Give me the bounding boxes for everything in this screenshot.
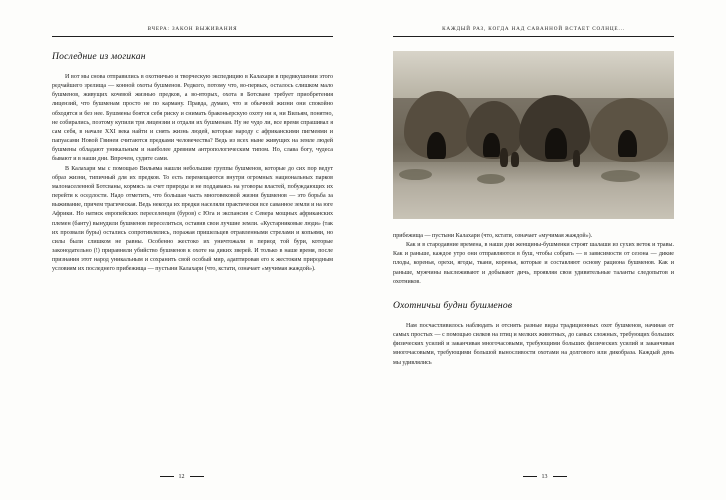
left-paragraph-1: И вот мы снова отправились в охотничью и творческую экспедицию в Калахари в предвкушении этого редчайшего зрелища — конной охоты бушменов. Редкого, потому что, во-первых, осталось слишком мало бушменов, живущих кочевой жизнью предков, а во-вторых, охота в Ботсване требует приобретения лицензий, что бушменам просто не по карману. Правда, думаю, что и обычной жизни они спокойно обходятся и без нее. Бушмены боятся себя риску и снимать браконьерскую охоту ни я, ни Вильям, понятно, не собирались, поэтому купили три лицензии и отдали их бушменам. Ну не чудо ли, все время спрашивал я сам себя, в начале XXI века найти и снять жизнь людей, которые народу с африканскими пигмеями и папуасами Новой Гвинеи считаются предками человечества? Ведь из всех ныне живущих на земле людей бушмены обладают уникальным и наиболее древним антропологическим типом. Но, слава богу, чудеса бывают и в наши дни. Впрочем, судите сами. xyxy=(52,74,333,163)
hut-entrance xyxy=(545,128,567,158)
right-paragraph-1: Как и в стародавние времена, в наши дни женщины-бушменки строят шалаши из сухих веток и травы. Как и раньше, каждое утро они отправляются в буш, чтобы собрать — в зависимости от сезона — дикие плоды, коренья, орехи, ягоды, ткани, коренья, которые и составляют основу рациона бушменов. Как и раньше, мужчины выслеживают и добывают дичь, проявляя свои удивительные таланты следопытов и охотников. xyxy=(393,242,674,285)
left-folio xyxy=(0,474,363,480)
right-page-number: 13 xyxy=(541,473,548,480)
folio-dash-left xyxy=(523,476,537,477)
folio-dash-right xyxy=(553,476,567,477)
right-running-head: КАЖДЫЙ РАЗ, КОГДА НАД САВАННОЙ ВСТАЕТ СОЛНЦЕ... xyxy=(442,26,625,32)
bushmen-village-photo xyxy=(393,51,674,219)
left-text-column xyxy=(52,51,333,274)
right-paragraph-continuation: прибежища — пустыни Калахари (что, кстати, означает «мучимая жаждой»). xyxy=(393,233,593,239)
person-figure xyxy=(573,150,580,167)
left-section-title: Последние из могикан xyxy=(52,51,146,62)
right-section-title: Охотничьи будни бушменов xyxy=(393,299,513,311)
left-paragraph-2: В Калахари мы с помощью Вильяма нашли небольшие группы бушменов, которые до сих пор ведут образ жизни, типичный для их предков. То есть перемещаются внутри огромных национальных парков малонаселенной Ботсваны, кормясь за счет природы и не поддаваясь на уговоры властей, побуждающих их перейти к оседлости. Надо отметить, что большая часть многовековой жизни бушменов — это борьба за выживание, причем трагическая. Ведь некогда их предки населяли практически все саванное земли и на юге Африки. Но натиск европейских переселенцев (буров) с Юга и экспансия с Севера мощных африканских племен (банту) вынудили бушменов переселиться, оставив свои лучшие земли. «Кустарниковые люди» (так их прозвали буры) остались сопротивлялись, поражая пришельцев отравленными стрелами и копьями, но силы были слишком не равны. Особенно жестоко их уничтожали в период той бури, которые законодательно (!) приравняли убийство бушменов к охоте на диких зверей. И только в наше время, после признания этот народ уникальным и сохранить свой особый мир, адаптировав его к жестоким природным условиям их последнего прибежища — пустыни Калахари (что, кстати, означает «мучимая жаждой»). xyxy=(52,165,333,273)
left-page-number: 12 xyxy=(178,473,185,480)
bush-shrub xyxy=(601,170,640,182)
left-header-rule xyxy=(52,36,333,37)
left-running-head: ВЧЕРА: ЗАКОН ВЫЖИВАНИЯ xyxy=(147,26,238,32)
right-text-column xyxy=(393,51,674,368)
right-paragraph-2: Нам посчастливилось наблюдать и отснять разные виды традиционных охот бушменов, начиная от самых простых — с помощью силков на птиц и мелких животных, до самых сложных, требующих больших физических усилий и заканчивая многочасовыми, требующими больших физических усилий и заканчивая многочасовыми, требующими большой выносливости охотами на долгового или дикобраза. Каждый день мы удивлялись xyxy=(393,322,674,366)
person-figure xyxy=(511,152,519,167)
hut-entrance xyxy=(483,133,500,157)
right-page xyxy=(363,0,726,500)
right-folio xyxy=(363,474,726,480)
bush-shrub xyxy=(477,174,505,184)
folio-dash-right xyxy=(190,476,204,477)
folio-dash-left xyxy=(160,476,174,477)
right-header-rule xyxy=(393,36,674,37)
person-figure xyxy=(500,148,508,166)
